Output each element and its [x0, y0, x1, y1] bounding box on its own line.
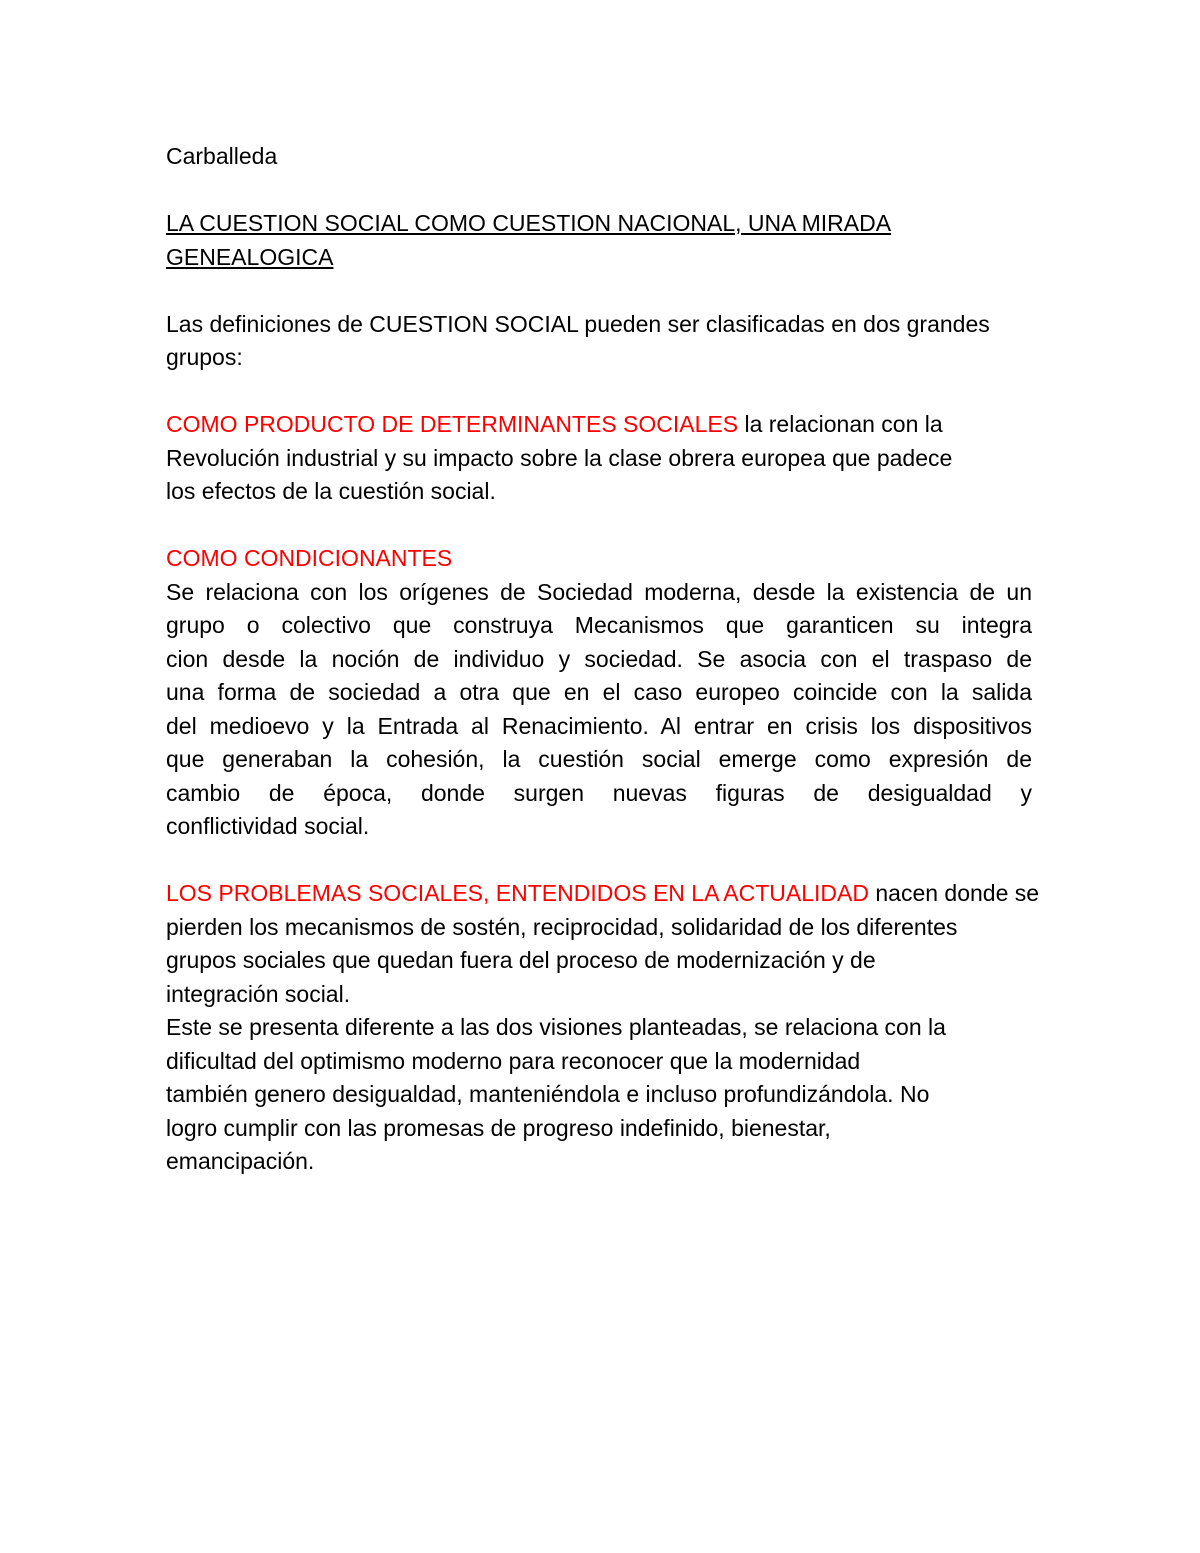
intro-line-1: Las definiciones de CUESTION SOCIAL pueden ser clasificadas en dos grandes: [166, 310, 990, 337]
section2-line: del medioevo y la Entrada al Renacimiento. Al entrar en crisis los dispositivos: [166, 712, 1032, 739]
section3-line: también genero desigualdad, manteniéndola e incluso profundizándola. No: [166, 1081, 930, 1107]
section2-line: cion desde la noción de individuo y sociedad. Se asocia con el traspaso de: [166, 645, 1032, 672]
spacer: [166, 375, 1032, 409]
spacer: [166, 509, 1032, 543]
document-page: [166, 140, 1040, 1179]
section3-line: logro cumplir con las promesas de progreso indefinido, bienestar,: [166, 1114, 831, 1141]
section1-line-2: Revolución industrial y su impacto sobre la clase obrera europea que padece: [166, 444, 953, 471]
section3-line: dificultad del optimismo moderno para reconocer que la modernidad: [166, 1047, 861, 1074]
section2-heading: COMO CONDICIONANTES: [166, 545, 453, 571]
section1-first-line: [166, 408, 1032, 442]
section2-line: grupo o colectivo que construya Mecanismos que garanticen su integra: [166, 612, 1032, 638]
section3-line: grupos sociales que quedan fuera del proceso de modernización y de: [166, 947, 876, 973]
section3-line: emancipación.: [166, 1148, 315, 1174]
section2-line: una forma de sociedad a otra que en el caso europeo coincide con la salida: [166, 679, 1032, 705]
section2-line: conflictividad social.: [166, 813, 370, 839]
author-name: Carballeda: [166, 143, 278, 169]
section1-heading: COMO PRODUCTO DE DETERMINANTES SOCIALES: [166, 411, 739, 437]
section2-line: que generaban la cohesión, la cuestión social emerge como expresión de: [166, 746, 1032, 772]
spacer: [166, 844, 1032, 878]
spacer: [166, 174, 1032, 208]
section3-line: integración social.: [166, 980, 351, 1007]
intro-line-2: grupos:: [166, 344, 243, 370]
section1-line-3: los efectos de la cuestión social.: [166, 478, 496, 504]
section2-line: cambio de época, donde surgen nuevas figuras de desigualdad y: [166, 779, 1032, 806]
section3-line1-rest: nacen donde se: [868, 880, 1040, 906]
section2-line: Se relaciona con los orígenes de Sociedad moderna, desde la existencia de un: [166, 578, 1032, 605]
spacer: [166, 274, 1032, 308]
section3-heading: LOS PROBLEMAS SOCIALES, ENTENDIDOS EN LA ACTUALIDAD: [166, 880, 869, 906]
section3-first-line: [166, 877, 1040, 911]
section3-line: Este se presenta diferente a las dos visiones planteadas, se relaciona con la: [166, 1014, 946, 1040]
document-title-line-1: LA CUESTION SOCIAL COMO CUESTION NACIONAL, UNA MIRADA: [166, 210, 892, 236]
document-title-line-2: GENEALOGICA: [166, 243, 334, 270]
section3-line: pierden los mecanismos de sostén, reciprocidad, solidaridad de los diferentes: [166, 913, 958, 940]
section1-line1-rest: la relacionan con la: [738, 411, 943, 437]
